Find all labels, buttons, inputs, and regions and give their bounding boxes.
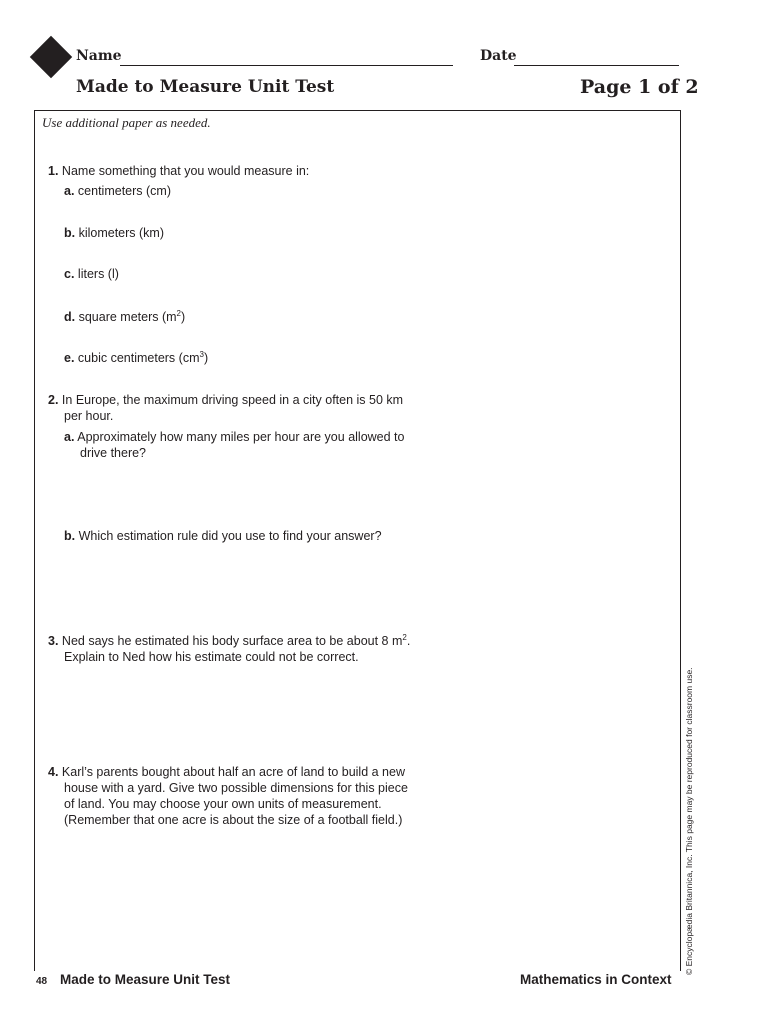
date-label: Date [480, 48, 517, 64]
question-number: 2. [48, 393, 59, 407]
footer-series: Mathematics in Context [520, 972, 672, 987]
question-text: Karl’s parents bought about half an acre of land to build a new [61, 765, 405, 779]
page-title: Made to Measure Unit Test [76, 77, 335, 97]
part-text: liters (l) [77, 267, 119, 281]
part-text: kilometers (km) [78, 226, 165, 240]
part-text-end: ) [181, 310, 186, 324]
question-number: 1. [48, 164, 59, 178]
part-label: a. [64, 430, 75, 444]
question-2a [64, 429, 404, 445]
part-label: d. [64, 310, 76, 324]
question-number: 4. [48, 765, 59, 779]
name-label: Name [76, 48, 122, 64]
part-text: Approximately how many miles per hour are you allowed to [77, 430, 405, 444]
instructions: Use additional paper as needed. [42, 115, 211, 130]
question-1d [64, 309, 185, 325]
question-3-line2: Explain to Ned how his estimate could not be correct. [64, 650, 359, 664]
part-text: cubic centimeters (cm [77, 351, 200, 365]
question-3 [48, 633, 468, 649]
question-text-end: . [406, 634, 411, 648]
date-field[interactable] [514, 64, 679, 66]
question-1a [64, 183, 171, 199]
question-2 [48, 392, 468, 408]
question-text: Name something that you would measure in: [61, 164, 310, 178]
question-4-line2: house with a yard. Give two possible dimensions for this piece [64, 781, 408, 795]
question-2-line2: per hour. [64, 409, 114, 423]
part-label: a. [64, 184, 75, 198]
part-label: b. [64, 226, 76, 240]
part-text-end: ) [203, 351, 209, 365]
superscript: 3 [199, 350, 204, 359]
part-text: Which estimation rule did you use to find your answer? [78, 529, 382, 543]
question-2b [64, 528, 382, 544]
question-text: In Europe, the maximum driving speed in a city often is 50 km [61, 393, 404, 407]
page-number: 48 [36, 976, 48, 987]
part-label: c. [64, 267, 75, 281]
question-2a-line2: drive there? [80, 446, 147, 460]
question-4-line4: (Remember that one acre is about the size of a football field.) [64, 813, 403, 827]
name-field[interactable] [120, 64, 453, 66]
superscript: 2 [402, 633, 407, 642]
question-1c [64, 266, 119, 282]
part-text: centimeters (cm) [77, 184, 171, 198]
part-label: b. [64, 529, 76, 543]
part-label: e. [64, 351, 75, 365]
question-1 [48, 163, 448, 179]
copyright-notice: © Encyclopædia Britannica, Inc. This page may be reproduced for classroom use. [684, 667, 694, 975]
part-text: square meters (m [78, 310, 177, 324]
page-indicator: Page 1 of 2 [580, 76, 699, 98]
question-4-line3: of land. You may choose your own units of measurement. [64, 797, 382, 811]
question-1b [64, 225, 164, 241]
question-1e [64, 350, 208, 366]
question-text: Ned says he estimated his body surface area to be about 8 m [61, 634, 403, 648]
question-4 [48, 764, 468, 780]
footer-title: Made to Measure Unit Test [60, 972, 231, 987]
question-number: 3. [48, 634, 59, 648]
superscript: 2 [176, 309, 181, 318]
diamond-icon [30, 36, 72, 78]
